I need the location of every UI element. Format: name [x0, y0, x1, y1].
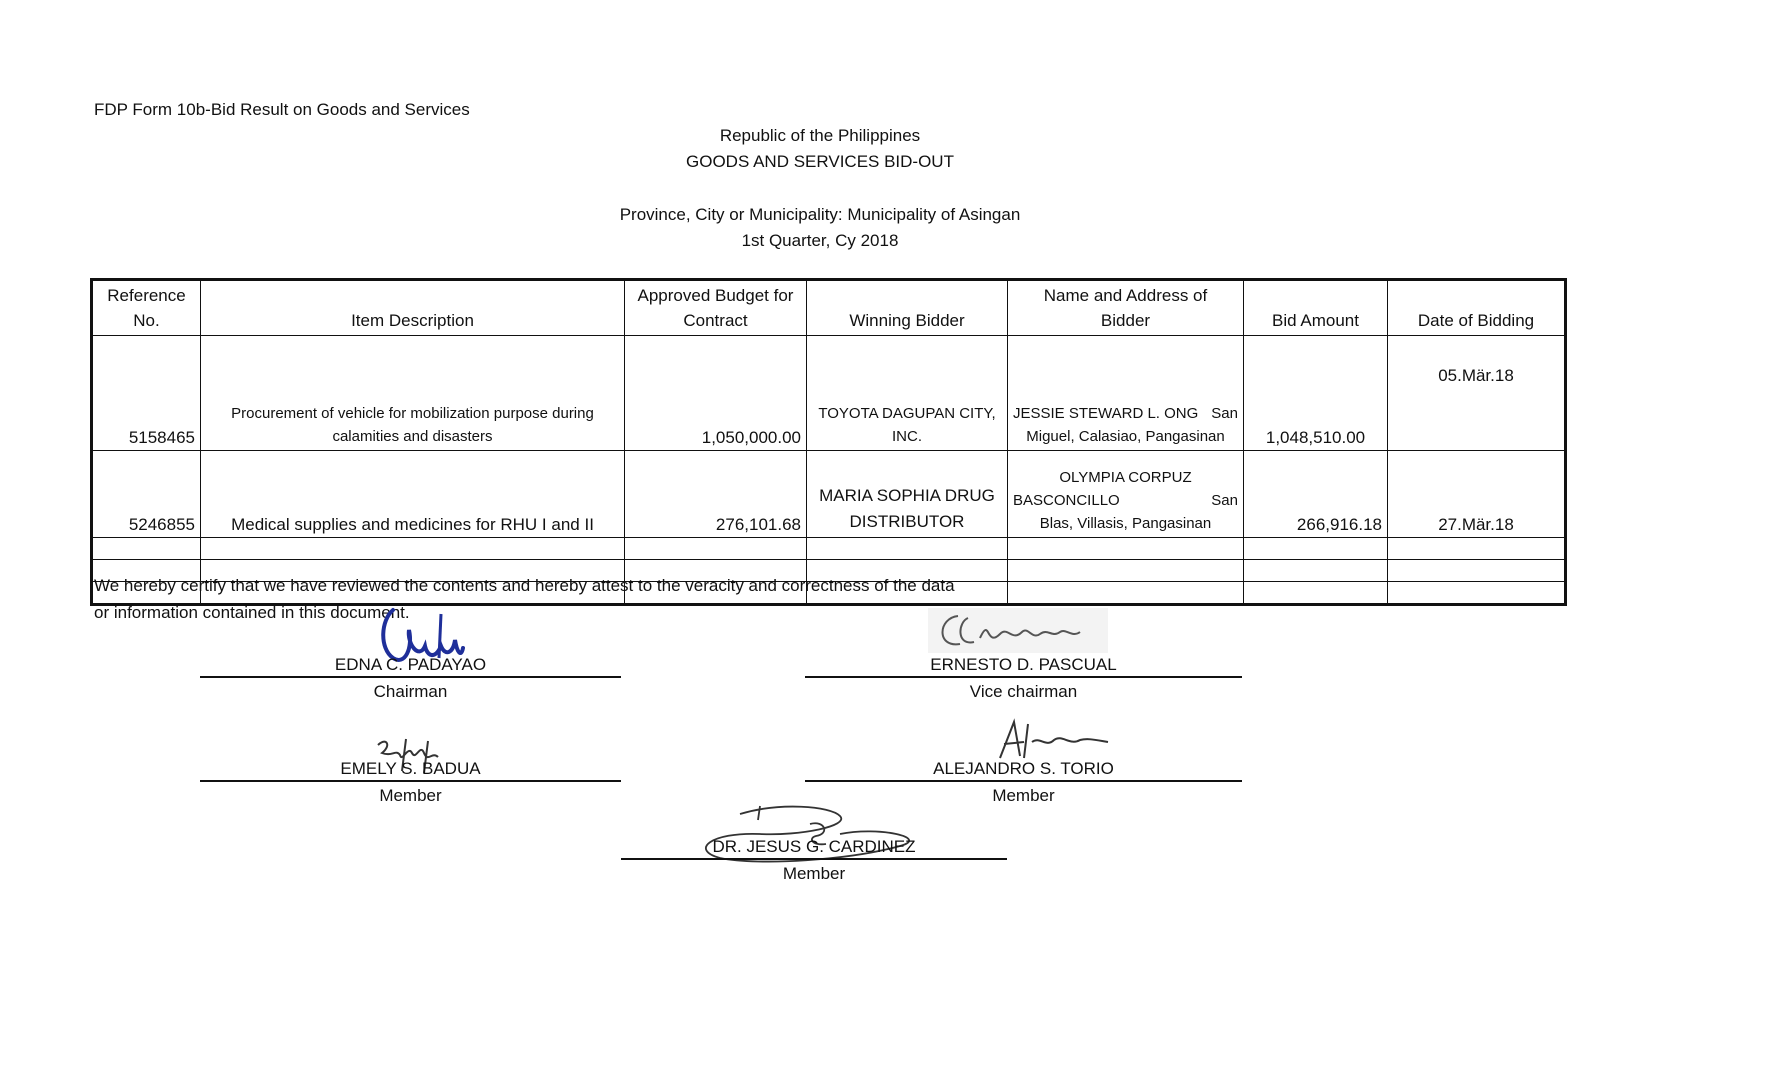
- signatory-role: Member: [782, 864, 846, 883]
- signatory-role: Member: [379, 786, 442, 805]
- header-title: GOODS AND SERVICES BID-OUT: [686, 152, 954, 171]
- col-header-winner: Winning Bidder: [807, 280, 1008, 336]
- header-quarter: 1st Quarter, Cy 2018: [741, 231, 899, 250]
- signatory-name: EMELY S. BADUA: [340, 759, 481, 778]
- col-header-amount: Bid Amount: [1244, 280, 1388, 336]
- certification-line-1: We hereby certify that we have reviewed the contents and hereby attest to the veracity and correctness of the data: [94, 576, 955, 595]
- amount-cell: 266,916.18: [1244, 451, 1388, 538]
- table-row: [92, 336, 1566, 451]
- col-header-name-address: Name and Address of Bidder: [1008, 280, 1244, 336]
- col-header-date: Date of Bidding: [1388, 280, 1566, 336]
- signature-line-member-2: [805, 780, 1242, 782]
- winner-cell: TOYOTA DAGUPAN CITY, INC.: [807, 336, 1008, 451]
- ref-cell: 5246855: [92, 451, 201, 538]
- signature-torio: [980, 718, 1110, 763]
- blank-row: [92, 538, 1566, 560]
- winner-cell: MARIA SOPHIA DRUG DISTRIBUTOR: [807, 451, 1008, 538]
- date-cell: 27.Mär.18: [1388, 451, 1566, 538]
- col-header-reference: Reference No.: [92, 280, 201, 336]
- signature-line-vice-chairman: [805, 676, 1242, 678]
- abc-cell: 276,101.68: [625, 451, 807, 538]
- amount-cell: 1,048,510.00: [1244, 336, 1388, 451]
- bidder-cell: OLYMPIA CORPUZ BASCONCILLO San Blas, Villasis, Pangasinan: [1008, 451, 1244, 538]
- certification-line-2: or information contained in this document.: [94, 603, 410, 622]
- col-header-item: Item Description: [201, 280, 625, 336]
- signature-line-member-3: [621, 858, 1007, 860]
- item-cell: Procurement of vehicle for mobilization purpose during calamities and disasters: [201, 336, 625, 451]
- col-header-abc: Approved Budget for Contract: [625, 280, 807, 336]
- signatory-role: Member: [992, 786, 1055, 805]
- bid-results-table: [90, 278, 1567, 606]
- signatory-name: ERNESTO D. PASCUAL: [930, 655, 1117, 674]
- header-republic: Republic of the Philippines: [719, 126, 921, 145]
- signatory-role: Vice chairman: [969, 682, 1078, 701]
- signatory-name: EDNA C. PADAYAO: [334, 655, 487, 674]
- signatory-name: ALEJANDRO S. TORIO: [933, 759, 1114, 778]
- item-cell: Medical supplies and medicines for RHU I and II: [201, 451, 625, 538]
- signature-line-member-1: [200, 780, 621, 782]
- bidder-cell: JESSIE STEWARD L. ONG San Miguel, Calasiao, Pangasinan: [1008, 336, 1244, 451]
- signature-pascual: [928, 608, 1108, 653]
- signatory-role: Chairman: [373, 682, 448, 701]
- header-municipality: Province, City or Municipality: Municipality of Asingan: [619, 205, 1021, 224]
- table-row: [92, 451, 1566, 538]
- date-cell: 05.Mär.18: [1388, 336, 1566, 451]
- signature-line-chairman: [200, 676, 621, 678]
- table-header-row: [92, 280, 1566, 336]
- ref-cell: 5158465: [92, 336, 201, 451]
- signatory-name: DR. JESUS G. CARDINEZ: [712, 837, 916, 856]
- abc-cell: 1,050,000.00: [625, 336, 807, 451]
- form-label: FDP Form 10b-Bid Result on Goods and Services: [94, 100, 470, 119]
